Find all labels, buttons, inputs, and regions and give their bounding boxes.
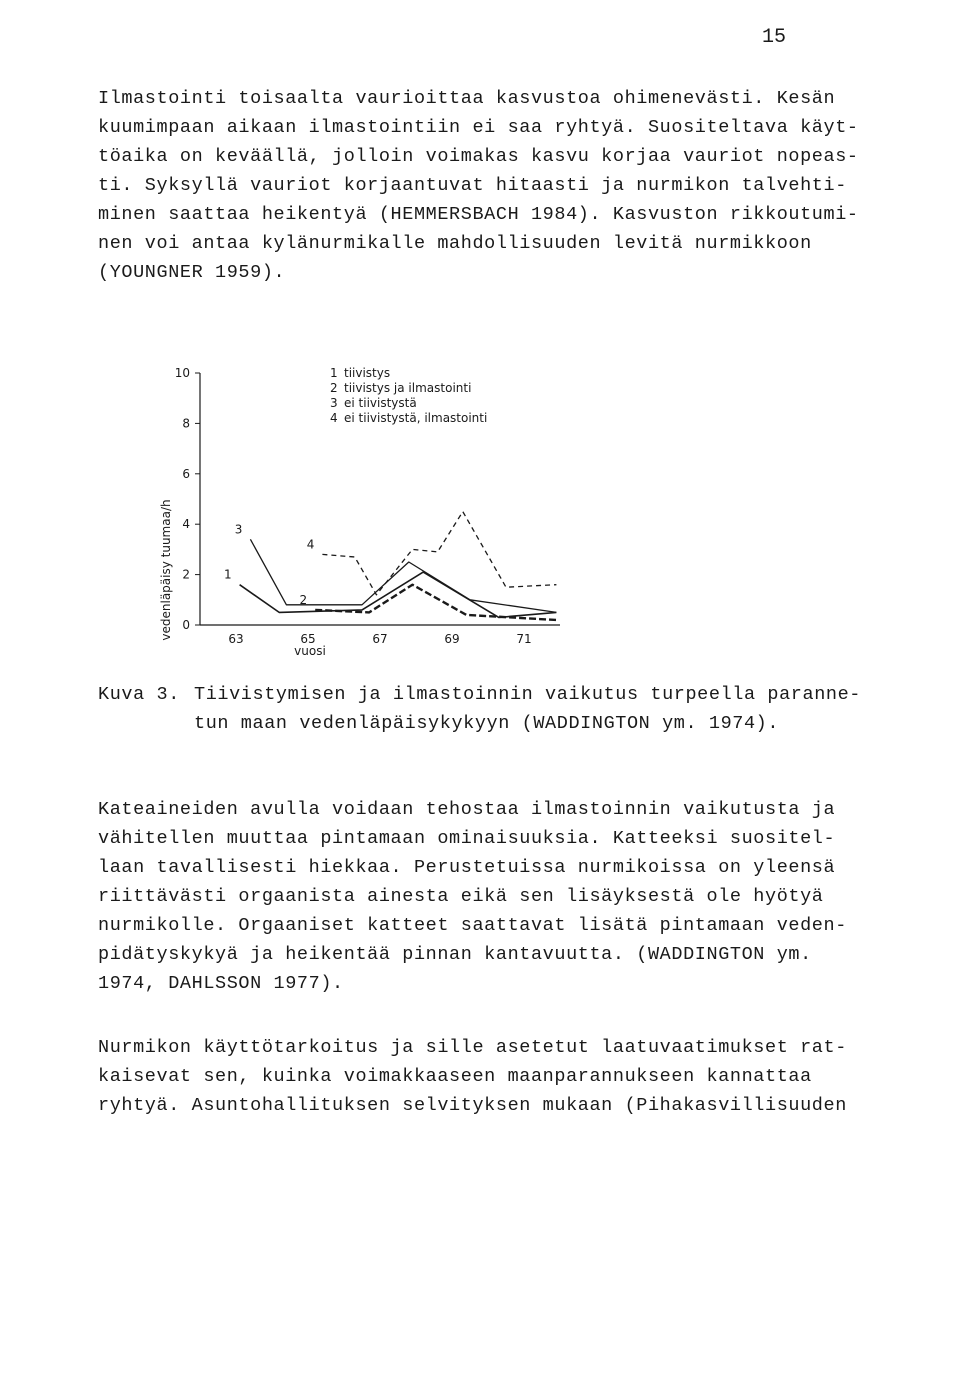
series-line-1 [240,572,557,617]
paragraph-mulching [98,795,847,998]
infiltration-line-chart [150,355,610,665]
legend-key: 4 [330,411,338,425]
legend-key: 2 [330,381,338,395]
y-tick-label: 8 [182,416,190,431]
series-label-2: 2 [299,592,308,607]
series-line-2 [315,585,556,620]
y-axis-label: vedenläpäisy tuumaa/h [159,499,173,641]
text-line: Kateaineiden avulla voidaan tehostaa ilmastoinnin vaikutusta ja [98,799,836,820]
paragraph-ventilation-timing [98,84,859,287]
x-tick-label: 67 [372,632,388,646]
x-axis-ticks [228,632,531,646]
legend-label: tiivistys ja ilmastointi [344,381,472,395]
legend-label: ei tiivistystä [344,396,417,410]
x-tick-label: 69 [444,632,460,646]
figure-caption [98,680,861,738]
x-tick-label: 63 [228,632,244,646]
text-line: (YOUNGNER 1959). [98,262,286,283]
legend-label: tiivistys [344,366,391,380]
legend-key: 1 [330,366,338,380]
y-axis-ticks [175,366,200,632]
text-line: Ilmastointi toisaalta vaurioittaa kasvustoa ohimenevästi. Kesän [98,88,836,109]
text-line: nurmikolle. Orgaaniset katteet saattavat lisätä pintamaan veden- [98,915,847,936]
series-lines [224,512,556,620]
text-line: vähitellen muuttaa pintamaan ominaisuuksia. Katteeksi suositel- [98,828,836,849]
text-line: kuumimpaan aikaan ilmastointiin ei saa ryhtyä. Suositeltava käyt- [98,117,859,138]
y-tick-label: 10 [174,366,190,380]
y-tick-label: 2 [182,567,190,582]
text-line: minen saattaa heikentyä (HEMMERSBACH 1984). Kasvuston rikkoutumi- [98,204,859,225]
text-line: kaisevat sen, kuinka voimakkaaseen maanparannukseen kannattaa [98,1066,812,1087]
page-number: 15 [762,26,787,49]
text-line: riittävästi orgaanista ainesta eikä sen lisäyksestä ole hyötyä [98,886,824,907]
x-axis-label: vuosi [294,644,326,658]
text-line: laan tavallisesti hiekkaa. Perustetuissa nurmikoissa on yleensä [98,857,836,878]
text-line: töaika on keväällä, jolloin voimakas kasvu korjaa vauriot nopeas- [98,146,859,167]
paragraph-purpose [98,1033,847,1120]
x-tick-label: 65 [300,632,316,646]
y-tick-label: 0 [182,618,190,632]
series-label-1: 1 [223,567,232,582]
text-line: ryhtyä. Asuntohallituksen selvityksen mukaan (Pihakasvillisuuden [98,1095,847,1116]
text-line: ti. Syksyllä vauriot korjaantuvat hitaasti ja nurmikon talvehti- [98,175,847,196]
text-line: 1974, DAHLSSON 1977). [98,973,344,994]
series-line-3 [250,539,556,612]
series-label-3: 3 [234,522,243,537]
caption-label: Kuva 3. [98,684,180,705]
chart-legend [330,366,487,425]
text-line: pidätyskykyä ja heikentää pinnan kantavuutta. (WADDINGTON ym. [98,944,812,965]
caption-text-line: Tiivistymisen ja ilmastoinnin vaikutus turpeella paranne- [194,684,862,705]
series-label-4: 4 [306,537,315,552]
y-tick-label: 6 [182,466,190,481]
x-tick-label: 71 [516,632,532,646]
legend-key: 3 [330,396,338,410]
text-line: nen voi antaa kylänurmikalle mahdollisuuden levitä nurmikkoon [98,233,812,254]
legend-label: ei tiivistystä, ilmastointi [344,411,488,425]
caption-text-line: tun maan vedenläpäisykykyyn (WADDINGTON ym. 1974). [194,713,780,734]
text-line: Nurmikon käyttötarkoitus ja sille asetetut laatuvaatimukset rat- [98,1037,847,1058]
y-tick-label: 4 [182,517,190,532]
